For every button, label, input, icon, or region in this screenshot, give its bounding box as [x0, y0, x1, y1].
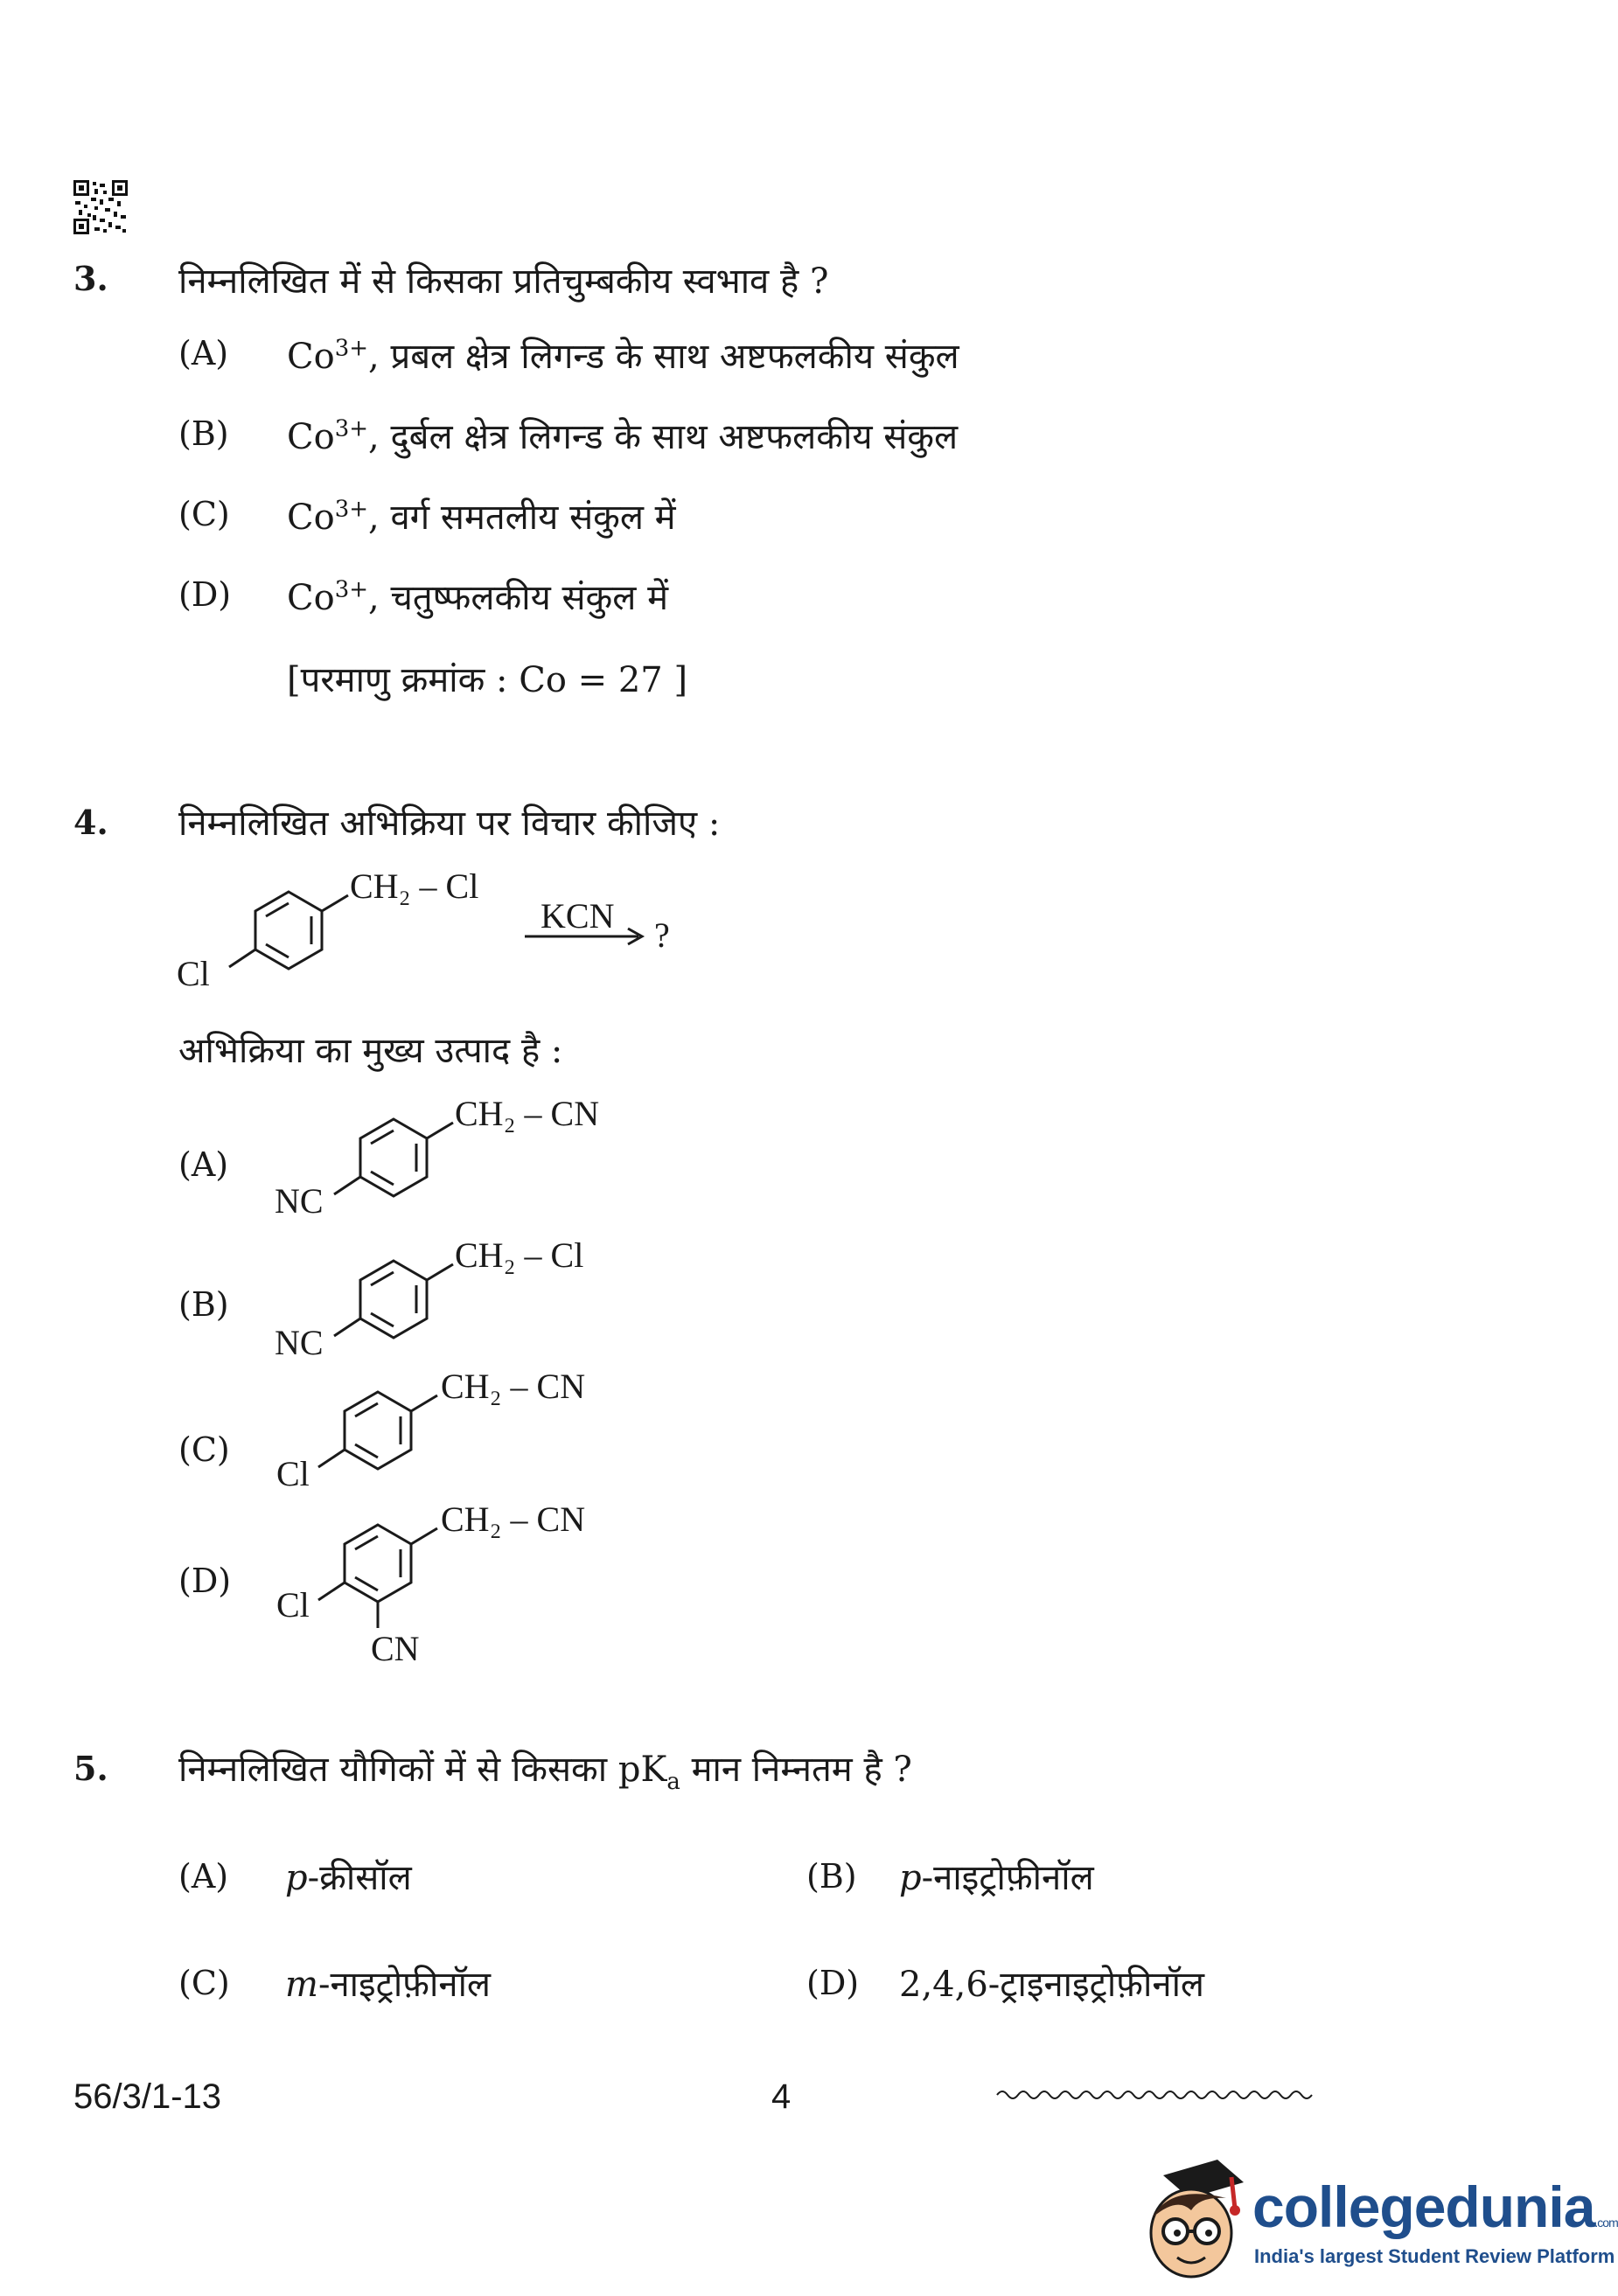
option-text [287, 491, 676, 539]
wavy-line-decoration [997, 2086, 1321, 2104]
brand-name [1252, 2174, 1618, 2240]
question-text-main: निम्नलिखित यौगिकों में से किसका pK [178, 1750, 667, 1790]
mascot-icon [1137, 2156, 1251, 2287]
reaction-arrow-icon [525, 927, 647, 946]
ion-charge: 3+ [334, 415, 369, 442]
ion-charge: 3+ [334, 496, 369, 523]
reagent-label: KCN [540, 896, 615, 936]
option-body: -नाइट्रोफ़ीनॉल [317, 1965, 492, 2005]
question-text-end: मान निम्नतम है ? [680, 1750, 912, 1790]
substituent-top: CH₂ – CN [455, 1094, 600, 1133]
product-unknown: ? [654, 915, 670, 955]
substituent-bottom: Cl [276, 1454, 310, 1493]
substituent-bottom-2: CN [371, 1629, 420, 1668]
option-body: 2,4,6-ट्राइनाइट्रोफ़ीनॉल [899, 1965, 1205, 2005]
brand-name-text: collegedunia [1252, 2174, 1595, 2239]
ion-charge: 3+ [334, 576, 369, 603]
option-body: -क्रीसॉल [307, 1858, 412, 1898]
option-label: (D) [178, 575, 232, 614]
option-label: (C) [178, 1964, 230, 2002]
option-text [899, 1852, 1094, 1900]
option-body: , वर्ग समतलीय संकुल में [368, 497, 676, 538]
substituent-top: CH₂ – Cl [455, 1235, 584, 1275]
option-text [287, 330, 959, 379]
ion-symbol: Co [287, 417, 335, 457]
substituent-top: CH₂ – CN [441, 1499, 586, 1539]
option-label: (C) [178, 495, 230, 533]
option-body: , प्रबल क्षेत्र लिगन्ड के साथ अष्टफलकीय संकुल [368, 337, 959, 377]
substituent-bottom: NC [275, 1323, 324, 1362]
ion-symbol: Co [287, 578, 335, 618]
atomic-number-note: [परमाणु क्रमांक : Co = 27 ] [287, 660, 688, 700]
question-number: 3. [73, 259, 108, 298]
brand-logo [1137, 2156, 1618, 2287]
option-label: (D) [178, 1562, 232, 1600]
option-label: (B) [178, 1285, 229, 1324]
page-number: 4 [771, 2077, 792, 2116]
brand-suffix: .com [1594, 2216, 1618, 2230]
substituent-bottom: NC [275, 1181, 324, 1221]
brand-tagline: India's largest Student Review Platform [1254, 2245, 1615, 2267]
ion-symbol: Co [287, 497, 335, 538]
qr-code [73, 180, 128, 234]
option-text [287, 411, 958, 459]
option-label: (A) [178, 1857, 229, 1896]
substituent-bottom: Cl [276, 1585, 310, 1625]
option-text [285, 1852, 412, 1900]
option-prefix: m [285, 1965, 318, 2005]
option-structure [317, 1383, 439, 1479]
option-label: (A) [178, 1145, 229, 1184]
ion-charge: 3+ [334, 335, 369, 362]
option-prefix: p [285, 1858, 308, 1898]
paper-code: 56/3/1-13 [73, 2077, 222, 2116]
option-label: (B) [178, 414, 229, 453]
question-text: निम्नलिखित अभिक्रिया पर विचार कीजिए : [178, 804, 721, 844]
reactant-substituent-top: CH₂ – Cl [350, 866, 479, 906]
question-text [178, 1743, 912, 1795]
option-body: -नाइट्रोफ़ीनॉल [921, 1858, 1094, 1898]
question-text: निम्नलिखित में से किसका प्रतिचुम्बकीय स्वभाव है ? [178, 261, 829, 302]
substituent-top: CH₂ – CN [441, 1367, 586, 1406]
option-text [899, 1959, 1204, 2007]
option-label: (B) [806, 1857, 857, 1896]
product-prompt: अभिक्रिया का मुख्य उत्पाद है : [178, 1031, 563, 1071]
question-number: 4. [73, 803, 108, 842]
option-label: (C) [178, 1430, 230, 1469]
option-structure [332, 1110, 455, 1207]
option-label: (A) [178, 334, 229, 372]
option-body: , चतुष्फलकीय संकुल में [368, 578, 668, 618]
option-text [287, 572, 668, 620]
option-prefix: p [899, 1858, 922, 1898]
option-text [285, 1959, 491, 2007]
option-structure [332, 1252, 455, 1348]
reactant-structure [227, 883, 350, 979]
pka-subscript: a [666, 1769, 680, 1795]
option-body: , दुर्बल क्षेत्र लिगन्ड के साथ अष्टफलकीय संकुल [368, 417, 959, 457]
question-number: 5. [73, 1749, 108, 1788]
ion-symbol: Co [287, 337, 335, 377]
reactant-substituent-bottom: Cl [177, 954, 210, 993]
option-label: (D) [806, 1964, 860, 2002]
